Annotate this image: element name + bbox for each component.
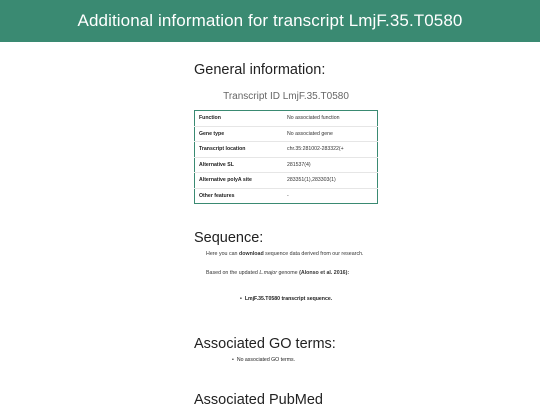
- general-info-heading: General information:: [194, 62, 326, 78]
- genome-note: [206, 270, 376, 277]
- sequence-intro-post: sequence data derived from our research.: [263, 251, 364, 257]
- sequence-list: [240, 296, 332, 302]
- genome-note-pre: Based on the updated: [206, 270, 260, 276]
- row-key: Alternative SL: [199, 161, 234, 168]
- download-link[interactable]: download: [238, 251, 264, 257]
- row-value: -: [287, 192, 289, 199]
- species-name: L.major: [259, 270, 277, 276]
- row-key: Other features: [199, 192, 235, 199]
- row-key: Function: [199, 115, 221, 122]
- pubmed-heading: Associated PubMed: [194, 392, 323, 408]
- row-key: Gene type: [199, 130, 225, 137]
- row-value: 281537(4): [287, 161, 311, 168]
- row-value: chr.35:281002-283322(+: [287, 146, 344, 153]
- general-info-table: [194, 110, 378, 204]
- transcript-id-caption: Transcript ID LmjF.35.T0580: [223, 91, 349, 102]
- page-header: [0, 0, 540, 42]
- go-terms-heading: Associated GO terms:: [194, 336, 336, 352]
- row-key: Alternative polyA site: [199, 177, 252, 184]
- sequence-intro: [206, 251, 376, 258]
- go-term-item: • No associated GO terms.: [232, 357, 295, 363]
- table-row: [195, 126, 378, 142]
- genome-note-mid: genome: [276, 270, 300, 276]
- row-key: Transcript location: [199, 146, 246, 153]
- transcript-sequence-link[interactable]: • LmjF.35.T0580 transcript sequence.: [240, 296, 332, 302]
- page-title: Additional information for transcript LmjF.35.T0580: [77, 11, 463, 30]
- table-row: [195, 188, 378, 204]
- table-row: [195, 142, 378, 158]
- table-row: [195, 111, 378, 127]
- table-row: [195, 157, 378, 173]
- go-terms-list: [232, 357, 295, 363]
- row-value: No associated function: [287, 115, 340, 122]
- row-value: No associated gene: [287, 130, 333, 137]
- row-value: 283351(1),283303(1): [287, 177, 336, 184]
- citation: (Alonso et al. 2016):: [299, 270, 350, 276]
- table-row: [195, 173, 378, 189]
- sequence-intro-pre: Here you can: [206, 251, 239, 257]
- sequence-heading: Sequence:: [194, 230, 264, 246]
